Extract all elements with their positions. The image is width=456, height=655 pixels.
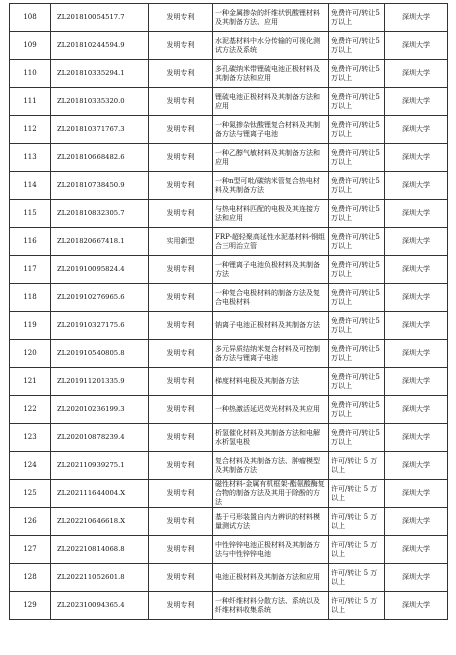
row-number-cell: 121 — [10, 368, 51, 396]
patent-type-cell: 发明专利 — [149, 284, 213, 312]
patent-owner-cell: 深圳大学 — [385, 480, 448, 508]
patent-type-cell: 发明专利 — [149, 88, 213, 116]
patent-name-cell: 一种复合电极材料的制备方法及复合电极材料 — [213, 284, 329, 312]
patent-name-cell: 中性锌锌电池正极材料及其制备方法与中性锌锌电池 — [213, 536, 329, 564]
transfer-mode-cell: 免费许可/转让5万以上 — [329, 144, 385, 172]
patent-type-cell: 发明专利 — [149, 536, 213, 564]
row-number-cell: 114 — [10, 172, 51, 200]
table-row — [10, 480, 448, 508]
table-row — [10, 4, 448, 32]
patent-number-cell: ZL201810335294.1 — [51, 60, 149, 88]
row-number-cell: 113 — [10, 144, 51, 172]
patent-number-cell: ZL202310094365.4 — [51, 592, 149, 620]
row-number-cell: 124 — [10, 452, 51, 480]
patent-number-cell: ZL202110939275.1 — [51, 452, 149, 480]
transfer-mode-cell: 许可/转让 5 万以上 — [329, 536, 385, 564]
patent-name-cell: 一种热激活延迟荧光材料及其应用 — [213, 396, 329, 424]
row-number-cell: 118 — [10, 284, 51, 312]
table-row — [10, 172, 448, 200]
transfer-mode-cell: 许可/转让 5 万以上 — [329, 592, 385, 620]
table-row — [10, 228, 448, 256]
row-number-cell: 111 — [10, 88, 51, 116]
table-row — [10, 564, 448, 592]
patent-type-cell: 发明专利 — [149, 144, 213, 172]
patent-number-cell: ZL201820667418.1 — [51, 228, 149, 256]
patent-owner-cell: 深圳大学 — [385, 592, 448, 620]
row-number-cell: 115 — [10, 200, 51, 228]
patent-name-cell: 梯度材料电极及其制备方法 — [213, 368, 329, 396]
patent-name-cell: 一种锂离子电池负极材料及其制备方法 — [213, 256, 329, 284]
patent-owner-cell: 深圳大学 — [385, 32, 448, 60]
patent-number-cell: ZL201810668482.6 — [51, 144, 149, 172]
patent-number-cell: ZL201910276965.6 — [51, 284, 149, 312]
patent-type-cell: 发明专利 — [149, 396, 213, 424]
patent-name-cell: 一种氮掺杂钛酸锂复合材料及其制备方法与锂离子电池 — [213, 116, 329, 144]
patent-owner-cell: 深圳大学 — [385, 200, 448, 228]
patent-name-cell: 电池正极材料及其制备方法和应用 — [213, 564, 329, 592]
patent-number-cell: ZL202211052601.8 — [51, 564, 149, 592]
table-row — [10, 256, 448, 284]
transfer-mode-cell: 许可/转让 5 万以上 — [329, 452, 385, 480]
table-row — [10, 424, 448, 452]
patent-type-cell: 发明专利 — [149, 340, 213, 368]
patent-type-cell: 发明专利 — [149, 312, 213, 340]
patent-name-cell: 一种n型可吡/碳纳米管复合热电材料及其制备方法 — [213, 172, 329, 200]
table-row — [10, 32, 448, 60]
patent-number-cell: ZL201810738450.9 — [51, 172, 149, 200]
row-number-cell: 116 — [10, 228, 51, 256]
patent-owner-cell: 深圳大学 — [385, 452, 448, 480]
patent-number-cell: ZL201810832305.7 — [51, 200, 149, 228]
patent-name-cell: 多元异质结纳米复合材料及可控制备方法与锂离子电池 — [213, 340, 329, 368]
patent-owner-cell: 深圳大学 — [385, 340, 448, 368]
patent-number-cell: ZL201810244594.9 — [51, 32, 149, 60]
patent-number-cell: ZL202210646618.X — [51, 508, 149, 536]
transfer-mode-cell: 免费许可/转让5万以上 — [329, 116, 385, 144]
patent-name-cell: 磁性材料-金属有机框架-酯氨酸酶复合物的制备方法及其用于除酚的方法 — [213, 480, 329, 508]
patent-number-cell: ZL202010878239.4 — [51, 424, 149, 452]
row-number-cell: 110 — [10, 60, 51, 88]
patent-name-cell: 一种金属掺杂的纤维状钒酸锂材料及其制备方法、应用 — [213, 4, 329, 32]
table-row — [10, 536, 448, 564]
row-number-cell: 119 — [10, 312, 51, 340]
row-number-cell: 109 — [10, 32, 51, 60]
patent-type-cell: 发明专利 — [149, 4, 213, 32]
patent-owner-cell: 深圳大学 — [385, 60, 448, 88]
row-number-cell: 128 — [10, 564, 51, 592]
patent-name-cell: 与热电材料匹配的电极及其连接方法和应用 — [213, 200, 329, 228]
table-row — [10, 200, 448, 228]
transfer-mode-cell: 免费许可/转让5万以上 — [329, 228, 385, 256]
patent-number-cell: ZL201810371767.3 — [51, 116, 149, 144]
patent-owner-cell: 深圳大学 — [385, 368, 448, 396]
patent-owner-cell: 深圳大学 — [385, 88, 448, 116]
table-row — [10, 312, 448, 340]
transfer-mode-cell: 许可/转让 5 万以上 — [329, 480, 385, 508]
row-number-cell: 112 — [10, 116, 51, 144]
row-number-cell: 117 — [10, 256, 51, 284]
table-row — [10, 452, 448, 480]
row-number-cell: 120 — [10, 340, 51, 368]
patent-type-cell: 发明专利 — [149, 200, 213, 228]
patent-number-cell: ZL202010236199.3 — [51, 396, 149, 424]
transfer-mode-cell: 免费许可/转让5万以上 — [329, 4, 385, 32]
patent-name-cell: 基于弓形装置自内力辨识的材料模量测试方法 — [213, 508, 329, 536]
transfer-mode-cell: 免费许可/转让5万以上 — [329, 312, 385, 340]
table-row — [10, 284, 448, 312]
table-row — [10, 396, 448, 424]
patent-number-cell: ZL201910095824.4 — [51, 256, 149, 284]
patent-name-cell: 析氢催化材料及其制备方法和电解水析氢电极 — [213, 424, 329, 452]
transfer-mode-cell: 免费许可/转让5万以上 — [329, 424, 385, 452]
table-row — [10, 368, 448, 396]
transfer-mode-cell: 许可/转让 5 万以上 — [329, 564, 385, 592]
patent-type-cell: 发明专利 — [149, 592, 213, 620]
patent-number-cell: ZL201810335320.0 — [51, 88, 149, 116]
patent-owner-cell: 深圳大学 — [385, 564, 448, 592]
patent-name-cell: 水泥基材料中水分传输的可视化测试方法及系统 — [213, 32, 329, 60]
patent-owner-cell: 深圳大学 — [385, 424, 448, 452]
patent-owner-cell: 深圳大学 — [385, 4, 448, 32]
patent-number-cell: ZL201910540805.8 — [51, 340, 149, 368]
table-row — [10, 60, 448, 88]
patent-owner-cell: 深圳大学 — [385, 228, 448, 256]
patent-number-cell: ZL201910327175.6 — [51, 312, 149, 340]
table-row — [10, 508, 448, 536]
transfer-mode-cell: 免费许可/转让5万以上 — [329, 88, 385, 116]
transfer-mode-cell: 免费许可/转让5万以上 — [329, 396, 385, 424]
table-row — [10, 340, 448, 368]
transfer-mode-cell: 免费许可/转让5万以上 — [329, 32, 385, 60]
patent-table-page — [9, 3, 447, 620]
patent-owner-cell: 深圳大学 — [385, 172, 448, 200]
patent-number-cell: ZL201810054517.7 — [51, 4, 149, 32]
patent-name-cell: 一种纤维材料分散方法、系统以及纤维材料收集系统 — [213, 592, 329, 620]
transfer-mode-cell: 免费许可/转让5万以上 — [329, 200, 385, 228]
patent-table-body — [10, 4, 448, 620]
transfer-mode-cell: 免费许可/转让5万以上 — [329, 340, 385, 368]
transfer-mode-cell: 免费许可/转让5万以上 — [329, 284, 385, 312]
transfer-mode-cell: 免费许可/转让5万以上 — [329, 256, 385, 284]
patent-type-cell: 发明专利 — [149, 368, 213, 396]
patent-owner-cell: 深圳大学 — [385, 144, 448, 172]
patent-number-cell: ZL202111644004.X — [51, 480, 149, 508]
patent-type-cell: 发明专利 — [149, 60, 213, 88]
table-row — [10, 116, 448, 144]
patent-type-cell: 发明专利 — [149, 256, 213, 284]
row-number-cell: 126 — [10, 508, 51, 536]
patent-owner-cell: 深圳大学 — [385, 396, 448, 424]
row-number-cell: 122 — [10, 396, 51, 424]
transfer-mode-cell: 免费许可/转让5万以上 — [329, 60, 385, 88]
patent-type-cell: 实用新型 — [149, 228, 213, 256]
row-number-cell: 125 — [10, 480, 51, 508]
row-number-cell: 127 — [10, 536, 51, 564]
patent-owner-cell: 深圳大学 — [385, 508, 448, 536]
patent-name-cell: 一种乙醇气敏材料及其制备方法和应用 — [213, 144, 329, 172]
patent-table — [9, 3, 448, 620]
patent-number-cell: ZL201911201335.9 — [51, 368, 149, 396]
patent-owner-cell: 深圳大学 — [385, 284, 448, 312]
table-row — [10, 144, 448, 172]
row-number-cell: 129 — [10, 592, 51, 620]
table-row — [10, 88, 448, 116]
patent-name-cell: FRP-超轻聚高延性水泥基材料-钢组合三明治立管 — [213, 228, 329, 256]
patent-type-cell: 发明专利 — [149, 480, 213, 508]
patent-owner-cell: 深圳大学 — [385, 536, 448, 564]
transfer-mode-cell: 免费许可/转让5万以上 — [329, 368, 385, 396]
patent-name-cell: 多孔碳纳米带锂硫电池正极材料及其制备方法和应用 — [213, 60, 329, 88]
patent-type-cell: 发明专利 — [149, 564, 213, 592]
patent-owner-cell: 深圳大学 — [385, 312, 448, 340]
patent-type-cell: 发明专利 — [149, 452, 213, 480]
patent-name-cell: 复合材料及其制备方法、肿瘤模型及其制备方法 — [213, 452, 329, 480]
patent-name-cell: 钠离子电池正极材料及其制备方法 — [213, 312, 329, 340]
patent-type-cell: 发明专利 — [149, 172, 213, 200]
patent-name-cell: 锂硫电池正极材料及其制备方法和应用 — [213, 88, 329, 116]
table-row — [10, 592, 448, 620]
patent-owner-cell: 深圳大学 — [385, 256, 448, 284]
patent-type-cell: 发明专利 — [149, 32, 213, 60]
patent-type-cell: 发明专利 — [149, 424, 213, 452]
row-number-cell: 123 — [10, 424, 51, 452]
transfer-mode-cell: 许可/转让 5 万以上 — [329, 508, 385, 536]
patent-type-cell: 发明专利 — [149, 508, 213, 536]
transfer-mode-cell: 免费许可/转让5万以上 — [329, 172, 385, 200]
patent-type-cell: 发明专利 — [149, 116, 213, 144]
row-number-cell: 108 — [10, 4, 51, 32]
patent-owner-cell: 深圳大学 — [385, 116, 448, 144]
patent-number-cell: ZL202210814068.8 — [51, 536, 149, 564]
